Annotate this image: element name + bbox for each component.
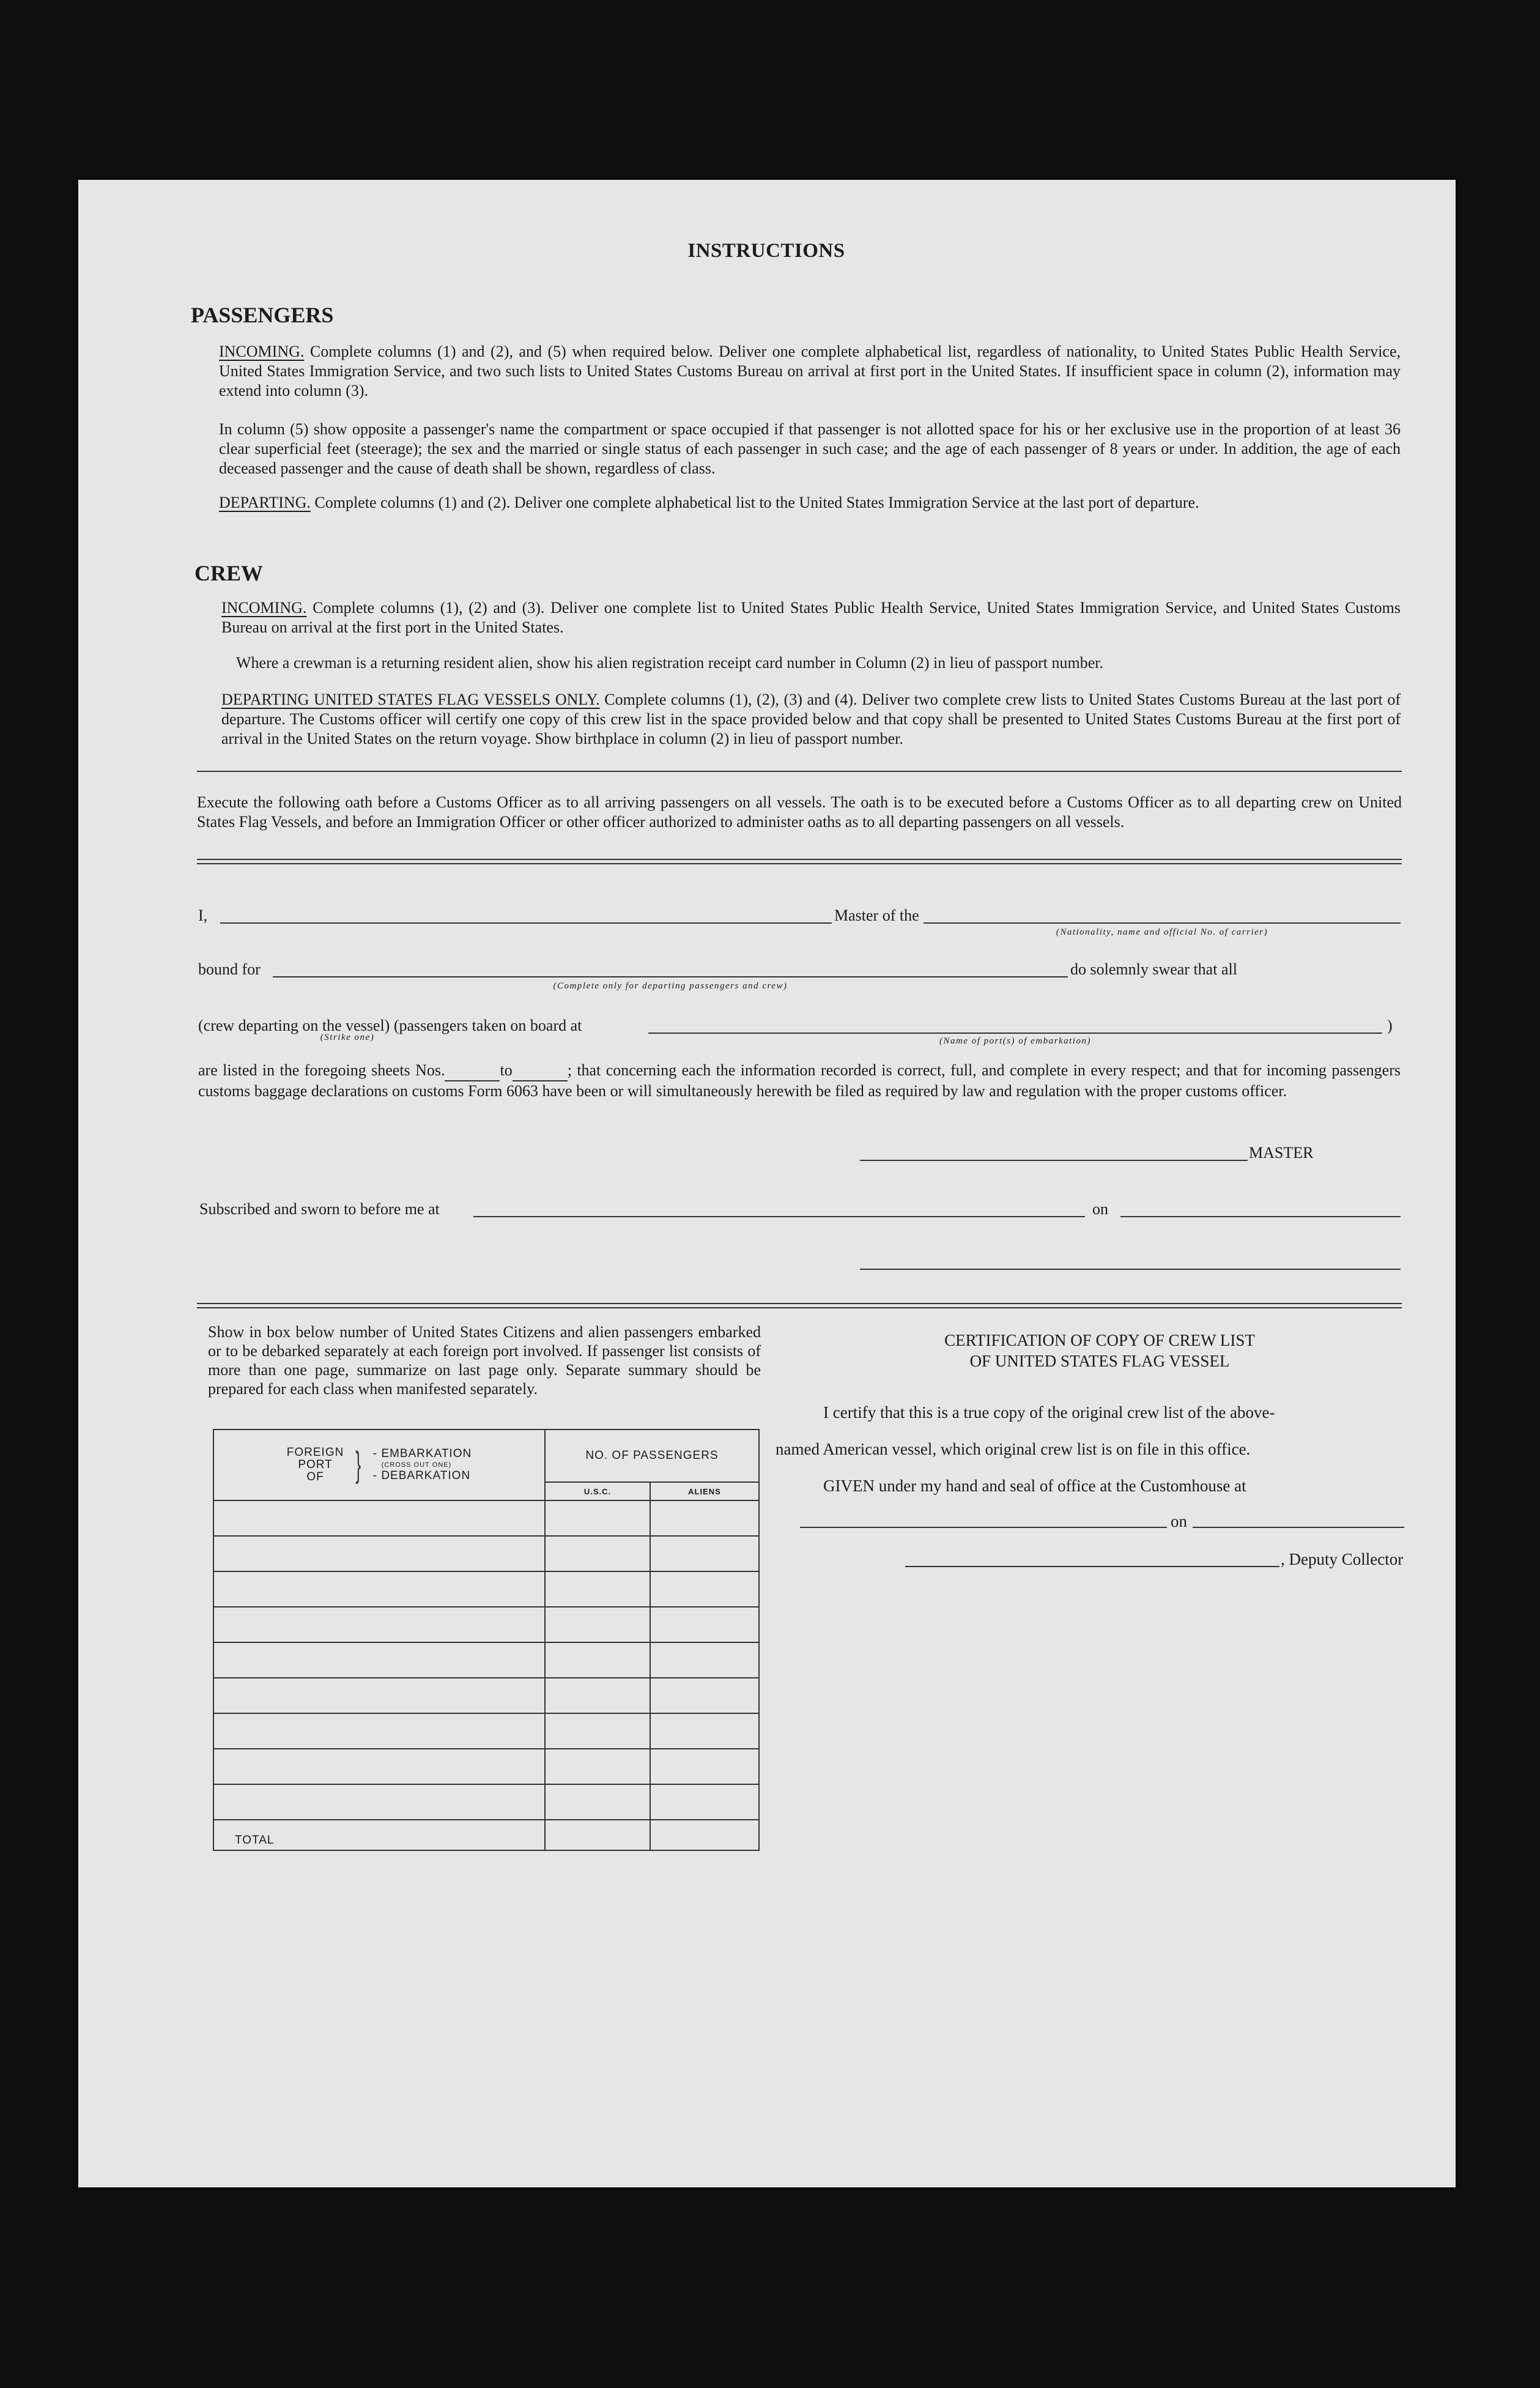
- vessel-field[interactable]: [924, 922, 1401, 924]
- summary-double-rule: [197, 1303, 1402, 1308]
- section-divider: [197, 771, 1402, 772]
- bound-for-field[interactable]: [273, 976, 1068, 977]
- sworn-date-field[interactable]: [1120, 1216, 1401, 1217]
- passengers-incoming-paragraph: [219, 342, 1401, 401]
- table-row: [213, 1500, 759, 1536]
- oath-i-label: I,: [198, 907, 208, 924]
- complete-only-caption: (Complete only for departing passengers and crew): [553, 981, 788, 991]
- table-row: [213, 1678, 759, 1713]
- sworn-place-field[interactable]: [473, 1216, 1085, 1217]
- master-name-field[interactable]: [220, 922, 832, 924]
- aliens-cell[interactable]: [650, 1642, 759, 1678]
- usc-cell[interactable]: [545, 1536, 650, 1571]
- strike-one-caption: (Strike one): [320, 1033, 375, 1042]
- port-cell[interactable]: [213, 1607, 545, 1642]
- oath-double-rule: [197, 859, 1402, 864]
- usc-header: U.S.C.: [545, 1482, 650, 1500]
- passengers-departing-text: Complete columns (1) and (2). Deliver one complete alphabetical list to the United States Immigration Service at the last port of departure.: [310, 494, 1199, 511]
- usc-cell[interactable]: [545, 1784, 650, 1820]
- certify-date-field[interactable]: [1193, 1527, 1404, 1528]
- passengers-incoming-text: Complete columns (1) and (2), and (5) when required below. Deliver one complete alphabetical list, regardless of nationality, to United States Public Health Service, United States Immigration Service, and two such lists to United States Customs Bureau on arrival at first port in the United States. If insufficient space in column (2), information may extend into column (3).: [219, 343, 1401, 399]
- nationality-caption: (Nationality, name and official No. of carrier): [1056, 927, 1268, 937]
- crew-incoming-text: Complete columns (1), (2) and (3). Deliver one complete list to United States Public Health Service, United States Immigration Service, and United States Customs Bureau on arrival at the first port in the United States.: [221, 599, 1401, 636]
- crew-departing-text: Complete columns (1), (2), (3) and (4). Deliver two complete crew lists to United States Customs Bureau at the last port of departure. The Customs officer will certify one copy of this crew list in the space provided below and that copy shall be presented to United States Customs Bureau at the first port of arrival in the United States on the return voyage. Show birthplace in column (2) in lieu of passport number.: [221, 691, 1401, 747]
- aliens-cell[interactable]: [650, 1678, 759, 1713]
- oath-master-of-label: Master of the: [834, 907, 919, 924]
- aliens-total-cell[interactable]: [650, 1820, 759, 1850]
- crew-resident-paragraph: Where a crewman is a returning resident alien, show his alien registration receipt card number in Column (2) in lieu of passport number.: [236, 654, 1104, 672]
- ports-caption: (Name of port(s) of embarkation): [939, 1036, 1091, 1046]
- cross-out-label: (CROSS OUT ONE): [381, 1461, 452, 1469]
- sworn-on-label: on: [1092, 1200, 1108, 1218]
- close-paren: ): [1387, 1017, 1393, 1034]
- master-label: MASTER: [1249, 1144, 1314, 1162]
- crew-heading: CREW: [194, 561, 264, 585]
- usc-total-cell[interactable]: [545, 1820, 650, 1850]
- port-cell[interactable]: [213, 1500, 545, 1536]
- port-cell[interactable]: [213, 1642, 545, 1678]
- crew-departing-label: (crew departing on the vessel) (passengers taken on board at: [198, 1017, 582, 1034]
- usc-cell[interactable]: [545, 1678, 650, 1713]
- ports-field[interactable]: [648, 1033, 1382, 1034]
- port-cell[interactable]: [213, 1571, 545, 1607]
- table-row: [213, 1536, 759, 1571]
- foreign-port-label: FOREIGN PORT OF: [286, 1446, 344, 1483]
- certification-heading-line1: CERTIFICATION OF COPY OF CREW LIST: [944, 1331, 1255, 1349]
- total-row: [213, 1820, 759, 1850]
- usc-cell[interactable]: [545, 1642, 650, 1678]
- usc-cell[interactable]: [545, 1571, 650, 1607]
- form-sheet: [78, 180, 1456, 2187]
- usc-cell[interactable]: [545, 1607, 650, 1642]
- aliens-cell[interactable]: [650, 1536, 759, 1571]
- swear-label: do solemnly swear that all: [1070, 960, 1237, 978]
- deputy-collector-signature-field[interactable]: [905, 1566, 1279, 1567]
- listed-paragraph: [198, 1061, 1401, 1101]
- port-cell[interactable]: [213, 1749, 545, 1784]
- certify-line3: GIVEN under my hand and seal of office at the Customhouse at: [823, 1477, 1246, 1495]
- port-cell[interactable]: [213, 1713, 545, 1749]
- summary-instructions: Show in box below number of United States Citizens and alien passengers embarked or to be debarked separately at each foreign port involved. If passenger list consists of more than one page, summarize on last page only. Separate summary should be prepared for each class when manifested separately.: [208, 1323, 761, 1398]
- bound-for-label: bound for: [198, 960, 261, 978]
- usc-cell[interactable]: [545, 1713, 650, 1749]
- table-row: [213, 1784, 759, 1820]
- certification-heading-line2: OF UNITED STATES FLAG VESSEL: [969, 1352, 1230, 1370]
- crew-departing-label: DEPARTING UNITED STATES FLAG VESSELS ONLY.: [221, 691, 600, 708]
- aliens-cell[interactable]: [650, 1713, 759, 1749]
- crew-departing-paragraph: [221, 690, 1401, 749]
- page-title: INSTRUCTIONS: [687, 240, 845, 262]
- table-row: [213, 1607, 759, 1642]
- embarkation-label: - EMBARKATION: [372, 1447, 472, 1460]
- brace-icon: }: [355, 1445, 361, 1485]
- aliens-cell[interactable]: [650, 1607, 759, 1642]
- debarkation-label: - DEBARKATION: [372, 1469, 471, 1482]
- master-signature-field[interactable]: [860, 1160, 1248, 1161]
- aliens-cell[interactable]: [650, 1571, 759, 1607]
- crew-incoming-paragraph: [221, 598, 1401, 637]
- passengers-column5-paragraph: In column (5) show opposite a passenger's name the compartment or space occupied if that passenger is not allotted space for his or her exclusive use in the proportion of at least 36 clear superficial feet (steerage); the sex and the married or single status of each passenger in such case; and the age of each passenger of 8 years or under. In addition, the age of each deceased passenger and the cause of death shall be shown, regardless of class.: [219, 420, 1401, 477]
- aliens-cell[interactable]: [650, 1784, 759, 1820]
- customhouse-field[interactable]: [800, 1527, 1167, 1528]
- table-row: [213, 1571, 759, 1607]
- table-row: [213, 1642, 759, 1678]
- certify-line1: I certify that this is a true copy of the original crew list of the above-: [823, 1403, 1275, 1422]
- port-cell[interactable]: [213, 1678, 545, 1713]
- oath-intro-paragraph: Execute the following oath before a Customs Officer as to all arriving passengers on all vessels. The oath is to be executed before a Customs Officer as to all departing crew on United States Flag Vessels, and before an Immigration Officer or other officer authorized to administer oaths as to all departing passengers on all vessels.: [197, 793, 1402, 831]
- aliens-header: ALIENS: [650, 1482, 759, 1500]
- certification-heading: [794, 1330, 1405, 1371]
- listed-prefix: are listed in the foregoing sheets Nos.: [198, 1061, 445, 1079]
- passenger-summary-table: [213, 1429, 760, 1851]
- port-header-cell: [213, 1429, 545, 1500]
- sheet-to-field[interactable]: [513, 1061, 568, 1081]
- certify-on-label: on: [1171, 1512, 1187, 1530]
- officer-signature-field[interactable]: [860, 1269, 1401, 1270]
- certify-line2: named American vessel, which original crew list is on file in this office.: [776, 1440, 1251, 1458]
- no-of-passengers-header: NO. OF PASSENGERS: [545, 1429, 759, 1482]
- aliens-cell[interactable]: [650, 1500, 759, 1536]
- listed-rest: ; that concerning each the information recorded is correct, full, and complete in every respect; and that for incoming passengers customs baggage declarations on customs Form 6063 have been or will simultaneously herewith be filed as required by law and regulation with the proper customs officer.: [198, 1061, 1401, 1100]
- usc-cell[interactable]: [545, 1500, 650, 1536]
- passengers-departing-label: DEPARTING.: [219, 494, 311, 511]
- total-label: TOTAL: [213, 1820, 545, 1850]
- deputy-collector-label: , Deputy Collector: [1281, 1550, 1404, 1568]
- table-row: [213, 1713, 759, 1749]
- port-cell[interactable]: [213, 1784, 545, 1820]
- crew-incoming-label: INCOMING.: [221, 599, 307, 617]
- port-cell[interactable]: [213, 1536, 545, 1571]
- passengers-incoming-label: INCOMING.: [219, 343, 305, 360]
- sheet-from-field[interactable]: [445, 1061, 500, 1081]
- usc-cell[interactable]: [545, 1749, 650, 1784]
- passengers-heading: PASSENGERS: [191, 303, 334, 327]
- aliens-cell[interactable]: [650, 1749, 759, 1784]
- passengers-departing-paragraph: [219, 493, 1401, 513]
- to-label: to: [500, 1061, 513, 1079]
- table-row: [213, 1749, 759, 1784]
- subscribed-label: Subscribed and sworn to before me at: [199, 1200, 440, 1218]
